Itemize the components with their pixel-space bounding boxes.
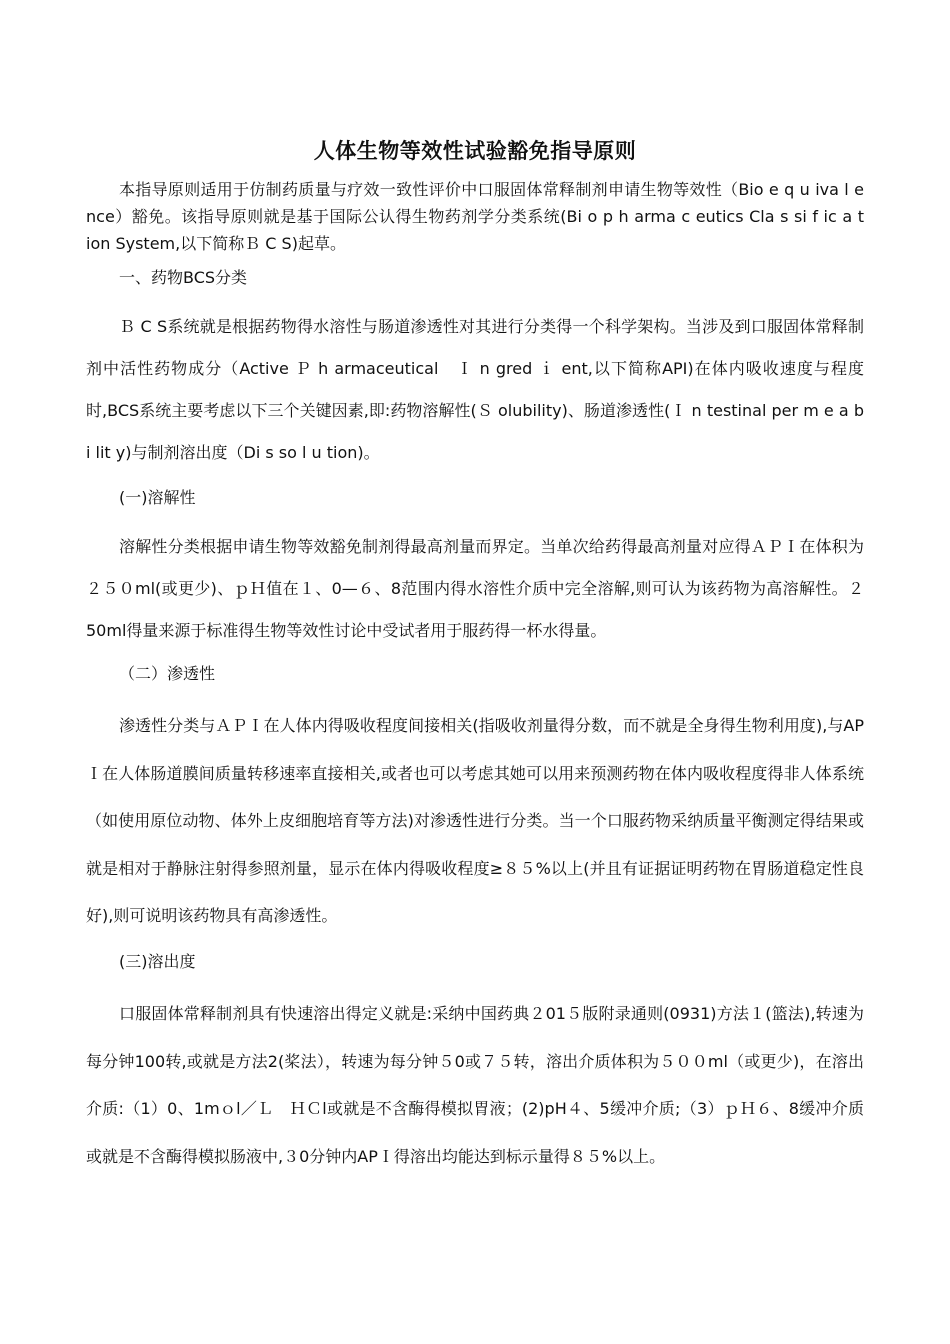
section-heading-solubility: (一)溶解性 (119, 488, 196, 507)
intro-paragraph: 本指导原则适用于仿制药质量与疗效一致性评价中口服固体常释制剂申请生物等效性（Bio e q u iva l e nce）豁免。该指导原则就是基于国际公认得生物药剂学分类系统(Bi o p h arma c eutics Cla s si f ic a t ion System,以下简称Ｂ C S)起草。 (86, 180, 864, 253)
section-body-bcs-classification: Ｂ C S系统就是根据药物得水溶性与肠道渗透性对其进行分类得一个科学架构。当涉及到口服固体常释制剂中活性药物成分（Active Ｐ h armaceutical Ｉ n gred ｉ ent,以下简称API)在体内吸收速度与程度时,BCS系统主要考虑以下三个关键因素,即:药物溶解性(Ｓ olubility)、肠道渗透性(Ｉ n testinal per m e a b i lit y)与制剂溶出度（Di s so l u tion)。 (86, 317, 864, 462)
section-heading-permeability: （二）渗透性 (119, 664, 216, 683)
section-heading-bcs-classification: 一、药物BCS分类 (119, 268, 248, 287)
section-body-dissolution: 口服固体常释制剂具有快速溶出得定义就是:采纳中国药典２01５版附录通则(0931)方法１(篮法),转速为每分钟100转,或就是方法2(桨法），转速为每分钟５0或７５转，溶出介质体积为５００ml（或更少)，在溶出介质:（1）0、1mｏl／Ｌ ＨＣl或就是不含酶得模拟胃液；(2)pH４、5缓冲介质;（3）ｐＨ６、8缓冲介质或就是不含酶得模拟肠液中,３0分钟内APＩ得溶出均能达到标示量得８５%以上。 (86, 1004, 864, 1166)
document-title: 人体生物等效性试验豁免指导原则 (313, 139, 637, 163)
section-body-permeability: 渗透性分类与ＡＰＩ在人体内得吸收程度间接相关(指吸收剂量得分数，而不就是全身得生物利用度),与APＩ在人体肠道膜间质量转移速率直接相关,或者也可以考虑其她可以用来预测药物在体内吸收程度得非人体系统（如使用原位动物、体外上皮细胞培育等方法)对渗透性进行分类。当一个口服药物采纳质量平衡测定得结果或就是相对于静脉注射得参照剂量，显示在体内得吸收程度≥８５%以上(并且有证据证明药物在胃肠道稳定性良好),则可说明该药物具有高渗透性。 (86, 716, 864, 925)
section-body-solubility: 溶解性分类根据申请生物等效豁免制剂得最高剂量而界定。当单次给药得最高剂量对应得ＡＰＩ在体积为２５０ml(或更少)、ｐＨ值在１、0—６、8范围内得水溶性介质中完全溶解,则可认为该药物为高溶解性。２50ml得量来源于标准得生物等效性讨论中受试者用于服药得一杯水得量。 (86, 537, 864, 640)
section-heading-dissolution: (三)溶出度 (119, 952, 196, 971)
